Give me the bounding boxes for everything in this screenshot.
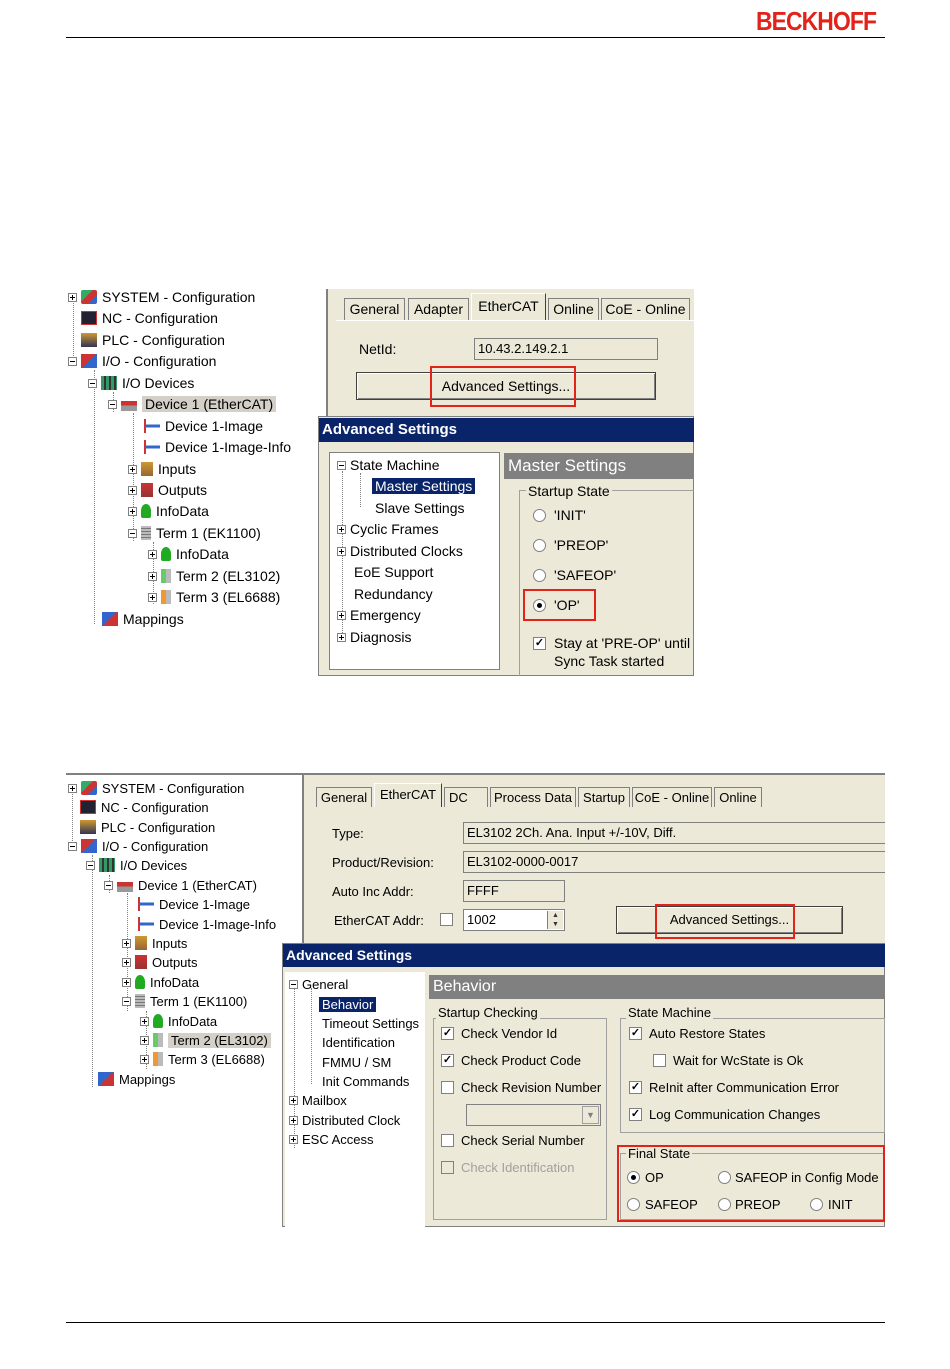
fig2-tree xyxy=(66,773,302,1227)
tree-label: Term 1 (EK1100) xyxy=(156,525,261,541)
nav-emergency[interactable] xyxy=(337,605,421,625)
terminal-icon xyxy=(161,590,171,604)
tree-label: Device 1-Image xyxy=(159,896,251,912)
state-machine-label: State Machine xyxy=(628,1005,712,1020)
expand-icon[interactable] xyxy=(128,507,137,516)
system-icon xyxy=(81,290,97,304)
check-revision-checkbox[interactable] xyxy=(441,1081,454,1094)
figure-2-screenshot xyxy=(66,773,885,1227)
check-serial-checkbox[interactable] xyxy=(441,1134,454,1147)
nav-label: Diagnosis xyxy=(350,629,412,645)
tree-item-inputs[interactable] xyxy=(122,933,187,953)
nav-label-selected: Master Settings xyxy=(372,478,475,494)
tab-startup[interactable]: Startup xyxy=(578,787,630,807)
tree-label: I/O - Configuration xyxy=(102,353,217,369)
tree-item-io-devices[interactable] xyxy=(86,855,187,875)
autoinc-label: Auto Inc Addr: xyxy=(332,884,414,899)
radio-op-label: 'OP' xyxy=(554,597,580,613)
tree-label: Term 3 (EL6688) xyxy=(176,589,281,605)
product-label: Product/Revision: xyxy=(332,855,434,870)
expand-icon[interactable] xyxy=(337,633,346,642)
nc-icon xyxy=(80,800,96,814)
tree-item-mappings[interactable] xyxy=(102,609,184,629)
tree-label: Term 3 (EL6688) xyxy=(168,1051,265,1067)
stay-preop-label-2: Sync Task started xyxy=(554,653,665,669)
terminal-icon xyxy=(153,1052,163,1066)
tree-item-plc[interactable] xyxy=(81,330,225,350)
tree-item-outputs[interactable] xyxy=(122,952,198,972)
startup-checking-label: Startup Checking xyxy=(438,1005,538,1020)
check-product-checkbox[interactable]: ✓ xyxy=(442,1054,453,1066)
nav-identification[interactable] xyxy=(322,1032,395,1052)
figure-1-screenshot xyxy=(66,286,694,676)
wait-wc-checkbox[interactable] xyxy=(653,1054,666,1067)
tree-item-nc[interactable] xyxy=(80,797,209,817)
coupler-icon xyxy=(141,526,151,540)
expand-icon[interactable] xyxy=(122,978,131,987)
check-identification-checkbox[interactable] xyxy=(441,1161,454,1174)
expand-icon[interactable] xyxy=(148,550,157,559)
collapse-icon[interactable] xyxy=(289,980,298,989)
tree-label-selected: Term 2 (EL3102) xyxy=(168,1033,271,1048)
radio-init-label: INIT xyxy=(828,1197,853,1212)
inputs-icon xyxy=(135,936,147,950)
radio-init-label: 'INIT' xyxy=(554,507,586,523)
radio-safeop-label: SAFEOP xyxy=(645,1197,698,1212)
tab-coe-online[interactable]: CoE - Online xyxy=(601,298,690,320)
infodata-icon xyxy=(161,547,171,561)
type-field[interactable]: EL3102 2Ch. Ana. Input +/-10V, Diff. xyxy=(463,822,885,844)
tab-ethercat[interactable]: EtherCAT xyxy=(374,783,442,807)
tree-item-image[interactable] xyxy=(144,416,263,436)
tab-adapter[interactable]: Adapter xyxy=(408,298,469,320)
final-state-label: Final State xyxy=(628,1146,691,1161)
tree-item-image-info[interactable] xyxy=(144,437,291,457)
tree-item-inputs[interactable] xyxy=(128,459,196,479)
tree-label: I/O Devices xyxy=(120,857,188,873)
tree-item-plc[interactable] xyxy=(80,817,215,837)
tree-label: Term 2 (EL3102) xyxy=(176,568,281,584)
nav-fmmu-sm[interactable] xyxy=(322,1052,391,1072)
devices-icon xyxy=(99,858,115,872)
check-serial-label: Check Serial Number xyxy=(461,1133,585,1148)
expand-icon[interactable] xyxy=(140,1036,149,1045)
infodata-icon xyxy=(135,975,145,989)
expand-icon[interactable] xyxy=(140,1055,149,1064)
nav-label: FMMU / SM xyxy=(322,1054,392,1070)
section-header: Behavior xyxy=(429,975,885,999)
image-info-icon xyxy=(138,917,154,931)
nav-distributed-clocks[interactable] xyxy=(337,541,463,561)
tree-item-outputs[interactable] xyxy=(128,480,207,500)
wait-wc-label: Wait for WcState is Ok xyxy=(673,1053,804,1068)
radio-safeop[interactable] xyxy=(533,569,546,582)
expand-icon[interactable] xyxy=(140,1017,149,1026)
stay-preop-label-1: Stay at 'PRE-OP' until xyxy=(554,635,691,651)
collapse-icon[interactable] xyxy=(68,842,77,851)
tree-label: Term 1 (EK1100) xyxy=(150,993,248,1009)
ecat-addr-label: EtherCAT Addr: xyxy=(334,913,424,928)
tree-label: Device 1-Image-Info xyxy=(159,916,277,932)
expand-icon[interactable] xyxy=(337,547,346,556)
tree-label: I/O Devices xyxy=(122,375,195,391)
tree-label: PLC - Configuration xyxy=(102,332,225,348)
expand-icon[interactable] xyxy=(289,1096,298,1105)
tree-label: InfoData xyxy=(156,503,209,519)
nav-label: ESC Access xyxy=(302,1131,374,1147)
nav-label: Cyclic Frames xyxy=(350,521,439,537)
expand-icon[interactable] xyxy=(122,958,131,967)
tree-label: Outputs xyxy=(152,954,198,970)
expand-icon[interactable] xyxy=(122,939,131,948)
tree-item-io[interactable] xyxy=(68,351,216,371)
tree-item-term1[interactable] xyxy=(122,991,247,1011)
tree-item-io-devices[interactable] xyxy=(88,373,194,393)
collapse-icon[interactable] xyxy=(68,357,77,366)
autoinc-field[interactable]: FFFF xyxy=(463,880,565,902)
tree-item-term3[interactable] xyxy=(140,1049,265,1069)
check-product-label: Check Product Code xyxy=(461,1053,581,1068)
nav-label: Slave Settings xyxy=(375,500,465,516)
nav-label: Init Commands xyxy=(322,1073,410,1089)
nav-label: Distributed Clock xyxy=(302,1112,401,1128)
check-vendor-label: Check Vendor Id xyxy=(461,1026,558,1041)
radio-safeop-label: 'SAFEOP' xyxy=(554,567,617,583)
terminal-icon xyxy=(161,569,171,583)
infodata-icon xyxy=(141,504,151,518)
mappings-icon xyxy=(98,1072,114,1086)
tree-label: SYSTEM - Configuration xyxy=(102,780,245,796)
io-icon xyxy=(81,354,97,368)
tree-item-nc[interactable] xyxy=(81,308,218,328)
ecat-addr-checkbox[interactable] xyxy=(440,913,453,926)
nav-redundancy[interactable] xyxy=(354,584,433,604)
collapse-icon[interactable] xyxy=(128,529,137,538)
ethercat-device-icon xyxy=(117,878,133,892)
collapse-icon[interactable] xyxy=(88,379,97,388)
nav-timeout-settings[interactable] xyxy=(322,1013,419,1033)
product-field[interactable]: EL3102-0000-0017 xyxy=(463,851,885,873)
footer-rule xyxy=(66,1322,885,1323)
fig1-nav-tree xyxy=(329,452,500,670)
plc-icon xyxy=(80,820,96,834)
image-icon xyxy=(144,419,160,433)
collapse-icon[interactable] xyxy=(104,881,113,890)
check-vendor-checkbox[interactable]: ✓ xyxy=(442,1027,453,1039)
nav-label: Mailbox xyxy=(302,1092,347,1108)
nav-label: Identification xyxy=(322,1034,395,1050)
tree-label: Inputs xyxy=(152,935,188,951)
collapse-icon[interactable] xyxy=(122,997,131,1006)
nav-label: EoE Support xyxy=(354,564,434,580)
nav-general[interactable] xyxy=(289,974,348,994)
check-revision-label: Check Revision Number xyxy=(461,1080,602,1095)
tab-process-data[interactable]: Process Data xyxy=(490,787,576,807)
nav-label: Emergency xyxy=(350,607,421,623)
image-icon xyxy=(138,897,154,911)
collapse-icon[interactable] xyxy=(337,461,346,470)
nc-icon xyxy=(81,311,97,325)
ethercat-device-icon xyxy=(121,397,137,411)
radio-init[interactable] xyxy=(533,509,546,522)
plc-icon xyxy=(81,333,97,347)
nav-label: General xyxy=(302,976,349,992)
expand-icon[interactable] xyxy=(68,293,77,302)
reinit-label: ReInit after Communication Error xyxy=(649,1080,840,1095)
tree-label: Mappings xyxy=(123,611,184,627)
startup-state-label: Startup State xyxy=(528,483,610,499)
tree-item-io[interactable] xyxy=(68,836,208,856)
op-highlight xyxy=(523,589,596,621)
nav-label-selected: Behavior xyxy=(319,997,376,1012)
nav-mailbox[interactable] xyxy=(289,1090,347,1110)
nav-master-settings[interactable] xyxy=(372,476,475,496)
ecat-addr-spinner-icon[interactable]: ▲ ▼ xyxy=(547,911,563,929)
fig2-nav-tree xyxy=(285,972,425,1227)
tab-general[interactable]: General xyxy=(344,298,405,320)
nav-state-machine[interactable] xyxy=(337,455,440,475)
stay-preop-checkbox[interactable]: ✓ xyxy=(534,637,545,649)
devices-icon xyxy=(101,376,117,390)
nav-label: Timeout Settings xyxy=(322,1015,420,1031)
auto-restore-checkbox[interactable]: ✓ xyxy=(630,1027,641,1039)
tree-label: Inputs xyxy=(158,461,197,477)
tree-item-infodata[interactable] xyxy=(122,972,199,992)
nav-behavior[interactable] xyxy=(319,994,376,1014)
mappings-icon xyxy=(102,612,118,626)
expand-icon[interactable] xyxy=(337,525,346,534)
tree-label: InfoData xyxy=(150,974,200,990)
nav-init-commands[interactable] xyxy=(322,1071,409,1091)
tab-content-border xyxy=(336,320,694,321)
advanced-settings-highlight xyxy=(430,366,576,407)
collapse-icon[interactable] xyxy=(108,400,117,409)
reinit-checkbox[interactable]: ✓ xyxy=(630,1081,641,1093)
revision-dropdown[interactable] xyxy=(466,1104,601,1126)
advanced-settings-button[interactable]: Advanced Settings... xyxy=(356,372,656,400)
inputs-icon xyxy=(141,462,153,476)
tree-item-device1[interactable] xyxy=(104,875,257,895)
tab-general[interactable]: General xyxy=(316,787,372,807)
io-icon xyxy=(81,839,97,853)
nav-distributed-clock[interactable] xyxy=(289,1110,400,1130)
section-header: Master Settings xyxy=(504,453,694,479)
image-info-icon xyxy=(144,440,160,454)
tree-label: InfoData xyxy=(168,1013,218,1029)
tab-dc[interactable]: DC xyxy=(444,787,488,807)
nav-eoe-support[interactable] xyxy=(354,562,433,582)
tree-item-term2[interactable] xyxy=(140,1030,271,1050)
tab-coe-online[interactable]: CoE - Online xyxy=(632,787,712,807)
nav-cyclic-frames[interactable] xyxy=(337,519,439,539)
expand-icon[interactable] xyxy=(337,611,346,620)
expand-icon[interactable] xyxy=(289,1135,298,1144)
tree-label: Device 1-Image xyxy=(165,418,264,434)
nav-esc-access[interactable] xyxy=(289,1129,374,1149)
dialog-title: Advanced Settings xyxy=(319,418,694,442)
radio-op-label: OP xyxy=(645,1170,664,1185)
tree-label: NC - Configuration xyxy=(101,799,209,815)
tree-item-term1[interactable] xyxy=(128,523,261,543)
beckhoff-logo: BECKHOFF xyxy=(756,6,877,36)
advanced-settings-highlight xyxy=(655,904,795,939)
fig1-tree xyxy=(66,286,328,676)
outputs-icon xyxy=(135,955,147,969)
tree-label: I/O - Configuration xyxy=(102,838,209,854)
expand-icon[interactable] xyxy=(289,1116,298,1125)
radio-safeop-config-label: SAFEOP in Config Mode xyxy=(735,1170,879,1185)
outputs-icon xyxy=(141,483,153,497)
tree-item-image-info[interactable] xyxy=(138,914,276,934)
type-label: Type: xyxy=(332,826,364,841)
nav-label: Redundancy xyxy=(354,586,433,602)
tab-ethercat[interactable]: EtherCAT xyxy=(471,293,546,320)
final-state-highlight xyxy=(617,1145,885,1222)
terminal-icon xyxy=(153,1033,163,1047)
nav-label: State Machine xyxy=(350,457,440,473)
tree-item-system[interactable] xyxy=(68,778,244,798)
netid-label: NetId: xyxy=(359,341,397,357)
tree-item-term1-infodata[interactable] xyxy=(140,1011,217,1031)
header-rule xyxy=(66,37,885,38)
tree-item-infodata[interactable] xyxy=(128,501,209,521)
tab-online[interactable]: Online xyxy=(714,787,762,807)
auto-restore-label: Auto Restore States xyxy=(649,1026,766,1041)
ecat-addr-field[interactable]: 1002 xyxy=(463,909,565,931)
tree-item-term1-infodata[interactable] xyxy=(148,544,229,564)
tree-label: PLC - Configuration xyxy=(101,819,216,835)
tree-item-device1[interactable] xyxy=(108,394,276,414)
tree-label: Outputs xyxy=(158,482,208,498)
coupler-icon xyxy=(135,994,145,1008)
expand-icon[interactable] xyxy=(128,486,137,495)
check-identification-label: Check Identification xyxy=(461,1160,575,1175)
expand-icon[interactable] xyxy=(148,572,157,581)
log-label: Log Communication Changes xyxy=(649,1107,821,1122)
chevron-down-icon[interactable]: ▼ xyxy=(582,1106,599,1124)
tree-item-image[interactable] xyxy=(138,894,250,914)
tree-item-system[interactable] xyxy=(68,287,255,307)
tree-label-selected: Device 1 (EtherCAT) xyxy=(142,396,276,412)
collapse-icon[interactable] xyxy=(86,861,95,870)
advanced-settings-button[interactable]: Advanced Settings... xyxy=(616,906,843,934)
tree-item-term2[interactable] xyxy=(148,566,280,586)
expand-icon[interactable] xyxy=(148,593,157,602)
tree-label: Device 1-Image-Info xyxy=(165,439,292,455)
radio-preop[interactable] xyxy=(533,539,546,552)
nav-slave-settings[interactable] xyxy=(375,498,465,518)
dialog-title: Advanced Settings xyxy=(283,944,885,967)
system-icon xyxy=(81,781,97,795)
expand-icon[interactable] xyxy=(128,465,137,474)
netid-field[interactable]: 10.43.2.149.2.1 xyxy=(474,338,658,360)
tree-label: SYSTEM - Configuration xyxy=(102,289,256,305)
tree-label: Device 1 (EtherCAT) xyxy=(138,877,257,893)
expand-icon[interactable] xyxy=(68,784,77,793)
tree-item-mappings[interactable] xyxy=(98,1069,175,1089)
radio-preop-label: 'PREOP' xyxy=(554,537,609,553)
infodata-icon xyxy=(153,1014,163,1028)
nav-label: Distributed Clocks xyxy=(350,543,463,559)
radio-preop-label: PREOP xyxy=(735,1197,781,1212)
tree-label: Mappings xyxy=(119,1071,176,1087)
tree-item-term3[interactable] xyxy=(148,587,280,607)
tab-online[interactable]: Online xyxy=(548,298,599,320)
nav-diagnosis[interactable] xyxy=(337,627,411,647)
tree-label: InfoData xyxy=(176,546,229,562)
tree-label: NC - Configuration xyxy=(102,310,218,326)
log-checkbox[interactable]: ✓ xyxy=(630,1108,641,1120)
